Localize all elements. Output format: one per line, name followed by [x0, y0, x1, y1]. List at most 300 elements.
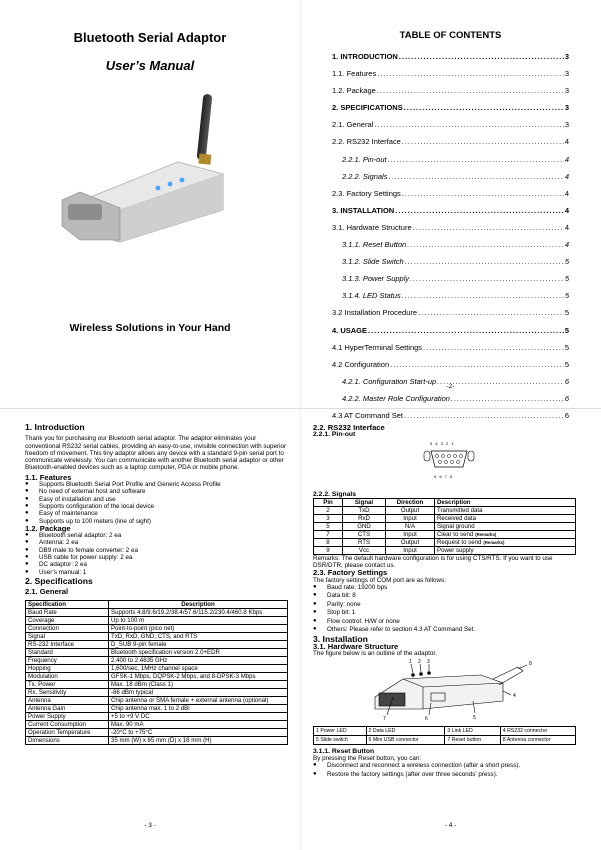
legend-cell: 3 Link LED — [445, 726, 500, 735]
features-list — [25, 481, 288, 525]
bullet-icon: ● — [25, 502, 29, 509]
toc-entry-label: 4.2.2. Master Role Configuration — [342, 393, 450, 403]
toc-entry-label: 1.2. Package — [332, 86, 376, 96]
remarks-text: Remarks: The default hardware configuration is for using CTS/RTS. If you want to use DSR/DTR, please contact us. — [313, 554, 553, 570]
figure-callout-number: 2 — [418, 659, 421, 666]
feature-item — [25, 488, 288, 495]
toc-entry[interactable] — [332, 86, 569, 103]
toc-entry-page: 3 — [564, 69, 569, 79]
toc-entry-page: 5 — [564, 308, 569, 318]
spec-desc-cell: 2.400 to 2.4835 GHz — [109, 656, 288, 664]
factory-item-text: Flow control: H/W or none — [327, 617, 400, 625]
signal-cell-text: RTS — [357, 538, 371, 546]
toc-entry[interactable] — [332, 206, 569, 223]
legend-cell: 6 Mini USB connector — [366, 735, 445, 744]
feature-item — [25, 510, 288, 517]
signal-cell-text: 2 — [326, 506, 330, 514]
page-3 — [25, 424, 288, 745]
toc-entry-label: 1. INTRODUCTION — [332, 52, 398, 61]
bullet-icon: ● — [313, 584, 317, 591]
figure-callout-number: 7 — [383, 716, 386, 723]
factory-intro: The factory settings of COM port are as follows: — [313, 576, 446, 584]
signal-cell-text: CTS — [357, 530, 371, 538]
signal-cell — [386, 522, 435, 530]
signal-cell — [343, 506, 386, 514]
toc-leader-dots — [404, 411, 564, 420]
package-item-text: USB cable for power supply: 2 ea — [39, 554, 133, 562]
subsubsection-heading: 2.2.2. Signals — [313, 490, 357, 498]
toc-leader-dots — [413, 223, 564, 232]
figure-callout-number: 8 — [529, 661, 532, 668]
toc-leader-dots — [451, 394, 564, 403]
table-row — [26, 720, 288, 728]
toc-entry-label: 4.1 HyperTerminal Settings — [332, 342, 423, 352]
toc-entry-label: 3.1.3. Power Supply — [342, 274, 410, 284]
signal-cell-text: Power supply — [437, 546, 474, 554]
spec-table — [25, 600, 288, 745]
toc-leader-dots — [399, 52, 564, 61]
reset-item — [313, 771, 576, 779]
signal-cell-text: Vcc — [358, 546, 370, 554]
bullet-icon: ● — [313, 617, 317, 624]
remarks-tag: (Remarks) — [483, 539, 505, 545]
pin-numbers-bottom: 9 8 7 6 — [434, 473, 454, 479]
subsection-heading: 2.3. Factory Settings — [313, 568, 388, 578]
legend-cell: 4 RS232 connector — [500, 726, 575, 735]
signal-cell — [386, 530, 435, 538]
signal-cell-text: TxD — [358, 506, 370, 514]
bullet-icon: ● — [313, 609, 317, 616]
toc-leader-dots — [402, 137, 564, 146]
toc-leader-dots — [423, 343, 564, 352]
bullet-icon: ● — [25, 517, 29, 524]
signal-cell-text: 9 — [326, 546, 330, 554]
toc-leader-dots — [374, 120, 564, 129]
signal-cell — [435, 546, 576, 554]
legend-cell: 5 Slide switch — [314, 735, 367, 744]
toc-entry-page: 3 — [564, 103, 569, 113]
bullet-icon: ● — [313, 626, 317, 633]
signal-cell-text: Input — [403, 530, 417, 538]
table-row — [26, 688, 288, 696]
page-number: - 4 - — [444, 822, 457, 829]
package-item-text: DB9 male to female converter: 2 ea — [39, 546, 139, 554]
page-number: - 3 - — [144, 822, 156, 829]
table-row — [314, 506, 576, 514]
toc-entry-label: 2.2.2. Signals — [342, 171, 388, 181]
table-row — [26, 608, 288, 616]
subsection-heading: 1.1. Features — [25, 472, 72, 482]
table-row — [26, 696, 288, 704]
signal-cell — [314, 522, 343, 530]
subsubsection-heading: 2.2.1. Pin-out — [313, 431, 356, 439]
toc-entry-label: 4.2 Configuration — [332, 359, 390, 369]
package-item — [25, 547, 288, 554]
figure-callout-number: 4 — [513, 693, 516, 700]
toc-entry-page: 4 — [564, 137, 569, 147]
spec-desc-cell: Bluetooth specification version 2.0+EDR — [109, 648, 288, 656]
signal-cell — [314, 514, 343, 522]
bullet-icon: ● — [313, 592, 317, 599]
package-item-text: Antenna: 2 ea — [39, 539, 79, 547]
table-row — [26, 680, 288, 688]
figure-legend-table — [313, 726, 576, 745]
spec-name-cell: Antenna Gain — [26, 704, 109, 712]
toc-entry-page: 5 — [564, 359, 569, 369]
table-row — [26, 624, 288, 632]
table-row — [26, 736, 288, 744]
figure-callout-number: 3 — [427, 659, 430, 666]
bullet-icon: ● — [25, 510, 29, 517]
feature-item-text: No need of external host and software — [39, 488, 146, 496]
toc-title: TABLE OF CONTENTS — [399, 30, 502, 41]
pin-numbers-top: 5 4 3 2 1 — [430, 440, 455, 446]
signal-col-header: Signal — [343, 498, 386, 506]
bullet-icon: ● — [313, 600, 317, 607]
package-item — [25, 569, 288, 576]
spec-desc-cell: D_SUB 9-pin female — [109, 640, 288, 648]
spec-desc-cell: Chip antenna max. 1 to 2 dBi — [109, 704, 288, 712]
signal-cell — [435, 538, 576, 546]
signal-cell-text: Output — [400, 506, 420, 514]
package-item-text: DC adaptor: 2 ea — [39, 561, 87, 569]
adaptor-product-photo — [58, 92, 243, 252]
signal-cell-text: 7 — [326, 530, 330, 538]
toc-entry-page: 5 — [564, 257, 569, 267]
toc-entry[interactable] — [332, 189, 569, 206]
toc-entry[interactable] — [332, 240, 569, 257]
bullet-icon: ● — [313, 770, 317, 777]
toc-entry[interactable] — [332, 291, 569, 308]
signal-cell — [343, 546, 386, 554]
table-row — [26, 632, 288, 640]
signal-cell-text: 8 — [326, 538, 330, 546]
spec-desc-cell: -86 dBm typical — [109, 688, 288, 696]
subsection-heading: 1.2. Package — [25, 523, 71, 533]
signal-cell-text: GND — [357, 522, 371, 530]
signal-cell — [314, 546, 343, 554]
toc-leader-dots — [404, 103, 564, 112]
toc-entry[interactable] — [332, 394, 569, 411]
reset-item-text: Restore the factory settings (after over three seconds’ press). — [327, 770, 498, 778]
signal-cell — [386, 546, 435, 554]
spec-desc-cell: +5 to +9 V DC — [109, 712, 288, 720]
section-heading: 3. Installation — [313, 633, 368, 644]
spec-desc-cell: 1,600/sec, 1MHz channel space — [109, 664, 288, 672]
toc-entry-page: 6 — [564, 410, 569, 420]
spec-name-cell: Power Supply — [26, 712, 109, 720]
table-row — [26, 656, 288, 664]
spec-name-cell: Dimensions — [26, 736, 109, 744]
factory-item — [313, 609, 576, 617]
signal-cell-text: Received data — [437, 514, 476, 522]
spec-name-cell: RS-232 Interface — [26, 640, 109, 648]
signal-cell — [386, 514, 435, 522]
reset-text: By pressing the Reset button, you can: — [313, 755, 422, 762]
toc-entry[interactable] — [332, 120, 569, 137]
spec-desc-cell: GFSK-1 Mbps, DQPSK-2 Mbps, and 8-DPSK-3 Mbps — [109, 672, 288, 680]
signal-cell-text: Request to send — [437, 538, 482, 546]
signal-cell-text: Input — [403, 514, 417, 522]
toc-entry-page: 6 — [564, 376, 569, 386]
spec-name-cell: Hopping — [26, 664, 109, 672]
table-row — [314, 514, 576, 522]
signal-cell-text: Signal ground — [437, 522, 475, 530]
table-row — [26, 672, 288, 680]
factory-item-text: Stop bit: 1 — [327, 609, 356, 617]
toc-entry-page: 4 — [564, 171, 569, 181]
toc-entry-page: 4 — [564, 222, 569, 232]
signal-cell-text: 5 — [326, 522, 330, 530]
toc-entry-label: 4. USAGE — [332, 325, 368, 335]
feature-item-text: Supports configuration of the local device — [39, 502, 155, 510]
spec-name-cell: Connection — [26, 624, 109, 632]
bullet-icon: ● — [25, 546, 29, 553]
signal-cell-text: Clear to send — [437, 530, 474, 538]
description-col-header: Description — [435, 498, 576, 506]
db9-connector-icon — [423, 447, 475, 473]
toc-leader-dots — [418, 308, 564, 317]
table-row — [26, 648, 288, 656]
bullet-icon: ● — [313, 762, 317, 769]
spec-name-cell: Coverage — [26, 616, 109, 624]
toc-entry-page: 4 — [564, 154, 569, 164]
factory-item-text: Others: Please refer to section 4.3 AT Command Set. — [327, 626, 476, 634]
signal-cell-text: Transmitted data — [437, 506, 483, 514]
section-heading: 2. Specifications — [25, 575, 93, 586]
reset-item — [313, 762, 576, 770]
feature-item — [25, 503, 288, 510]
toc-entry-page: 4 — [564, 188, 569, 198]
adaptor-outline-figure — [313, 657, 576, 723]
factory-item — [313, 592, 576, 600]
spec-col-header: Specification — [26, 600, 109, 608]
bullet-icon: ● — [25, 495, 29, 502]
table-row — [26, 616, 288, 624]
signal-cell — [435, 514, 576, 522]
toc-leader-dots — [388, 155, 564, 164]
intro-paragraph: Thank you for purchasing our Bluetooth serial adaptor. The adaptor eliminates your conventional RS232 serial cables, providing an easy-to-use, invisible connection with superior freedom of movement. This tiny adaptor allows any device with a standard 9-pin serial port to communicate wirelessly. You can communicate with another Bluetooth serial adaptor or other Bluetooth-enabled devices such as a laptop computer, PDA or mobile phone. — [25, 435, 287, 472]
signal-cell-text: N/A — [404, 522, 416, 530]
toc-leader-dots — [410, 274, 564, 283]
factory-item-text: Parity: none — [327, 600, 361, 608]
bullet-icon: ● — [25, 568, 29, 575]
package-item — [25, 532, 288, 539]
table-row — [314, 530, 576, 538]
cover-title: Bluetooth Serial Adaptor — [73, 30, 227, 45]
spec-name-cell: Baud Rate — [26, 608, 109, 616]
toc-entry-label: 4.2.1. Configuration Start-up — [342, 376, 437, 386]
spec-desc-cell: -20°C to +75°C — [109, 728, 288, 736]
signal-cell — [314, 538, 343, 546]
cover-tagline: Wireless Solutions in Your Hand — [69, 322, 231, 334]
toc-entry-page: 5 — [564, 325, 569, 335]
subsection-heading: 3.1. Hardware Structure — [313, 641, 399, 651]
spec-name-cell: Current Consumption — [26, 720, 109, 728]
signal-cell-text: RxD — [358, 514, 370, 522]
feature-item-text: Supports Bluetooth Serial Port Profile and Generic Access Profile — [39, 481, 221, 489]
toc-entry-page: 5 — [564, 274, 569, 284]
table-row — [314, 735, 576, 744]
toc-entry-page: 5 — [564, 291, 569, 301]
toc-leader-dots — [407, 240, 564, 249]
signal-cell — [435, 506, 576, 514]
feature-item — [25, 496, 288, 503]
toc-entry-label: 2. SPECIFICATIONS — [332, 103, 403, 113]
spec-name-cell: Antenna — [26, 696, 109, 704]
toc-leader-dots — [388, 172, 563, 181]
toc-list — [332, 52, 569, 428]
signals-table — [313, 498, 576, 555]
toc-entry[interactable] — [332, 326, 569, 343]
toc-entry-page: 3 — [564, 120, 569, 130]
feature-item-text: Easy of maintenance — [39, 510, 98, 518]
toc-entry[interactable] — [332, 52, 569, 69]
spec-desc-cell: Up to 100 m — [109, 616, 288, 624]
figure-callout-number: 6 — [425, 716, 428, 723]
toc-entry[interactable] — [332, 172, 569, 189]
toc-entry-label: 2.2. RS232 Interface — [332, 137, 401, 147]
toc-entry-label: 2.3. Factory Settings — [332, 188, 401, 198]
factory-item-text: Data bit: 8 — [327, 592, 356, 600]
package-item — [25, 561, 288, 568]
factory-item — [313, 584, 576, 592]
legend-cell: 7 Reset button — [445, 735, 500, 744]
hw-text: The figure below is an outline of the adaptor. — [313, 650, 437, 658]
toc-leader-dots — [377, 86, 564, 95]
toc-leader-dots — [390, 360, 564, 369]
package-list — [25, 532, 288, 576]
toc-leader-dots — [405, 257, 564, 266]
toc-entry[interactable] — [332, 274, 569, 291]
spec-name-cell: Signal — [26, 632, 109, 640]
table-row — [26, 640, 288, 648]
package-item — [25, 539, 288, 546]
toc-entry[interactable] — [332, 343, 569, 360]
toc-entry-label: 3.1.1. Reset Button — [342, 240, 407, 250]
signal-cell — [343, 538, 386, 546]
signal-cell — [435, 530, 576, 538]
toc-entry[interactable] — [332, 223, 569, 240]
legend-cell: 8 Antenna connector — [500, 735, 575, 744]
subsubsection-heading: 3.1.1. Reset Button — [313, 747, 375, 755]
toc-entry-label: 3. INSTALLATION — [332, 205, 395, 215]
bullet-icon: ● — [25, 539, 29, 546]
reset-list — [313, 762, 576, 779]
table-row — [314, 522, 576, 530]
direction-col-header: Direction — [386, 498, 435, 506]
spec-name-cell: Standard — [26, 648, 109, 656]
toc-entry[interactable] — [332, 155, 569, 172]
table-row — [26, 664, 288, 672]
factory-item — [313, 601, 576, 609]
signal-cell — [386, 506, 435, 514]
bullet-icon: ● — [25, 481, 29, 488]
pin-col-header: Pin — [314, 498, 343, 506]
bullet-icon: ● — [25, 554, 29, 561]
package-item — [25, 554, 288, 561]
cover-subtitle: User’s Manual — [105, 58, 195, 73]
toc-entry[interactable] — [332, 137, 569, 154]
spec-desc-cell: Max. 90 mA — [109, 720, 288, 728]
feature-item-text: Easy of installation and use — [39, 495, 116, 503]
toc-entry-label: 2.2.1. Pin-out — [342, 154, 387, 164]
toc-entry-page: 5 — [564, 342, 569, 352]
package-item-text: User’s manual: 1 — [39, 568, 87, 576]
signal-cell-text: Output — [400, 538, 420, 546]
signal-cell — [343, 530, 386, 538]
page-4 — [313, 424, 576, 779]
toc-entry[interactable] — [332, 257, 569, 274]
table-row — [314, 538, 576, 546]
toc-entry[interactable] — [332, 69, 569, 86]
toc-entry-page: 6 — [564, 393, 569, 403]
toc-entry-label: 3.1.2. Slide Switch — [342, 257, 404, 267]
toc-leader-dots — [395, 206, 564, 215]
page-number: -2- — [446, 383, 455, 390]
toc-entry-label: 1.1. Features — [332, 69, 377, 79]
factory-list — [313, 584, 576, 634]
bullet-icon: ● — [25, 488, 29, 495]
signal-cell — [314, 530, 343, 538]
subsection-heading: 2.1. General — [25, 587, 69, 597]
table-row — [26, 704, 288, 712]
feature-item-text: Supports up to 100 meters (line of sight) — [39, 517, 152, 525]
signal-cell-text: 3 — [326, 514, 330, 522]
spec-desc-cell: Supports 4.8/9.6/19.2/38.4/57.6/115.2/230.4/460.8 Kbps — [109, 608, 288, 616]
toc-entry-label: 3.1.4. LED Status — [342, 291, 401, 301]
bullet-icon: ● — [25, 532, 29, 539]
remarks-tag: (Remarks) — [475, 531, 497, 537]
spec-desc-cell: Point-to-point (pico net) — [109, 624, 288, 632]
toc-leader-dots — [368, 326, 564, 335]
toc-entry[interactable] — [332, 308, 569, 325]
spec-name-cell: Rx. Sensitivity — [26, 688, 109, 696]
db9-pinout-figure — [313, 439, 576, 485]
figure-callout-number: 5 — [473, 715, 476, 722]
bullet-icon: ● — [25, 561, 29, 568]
toc-entry-page: 3 — [564, 86, 569, 96]
toc-leader-dots — [377, 69, 564, 78]
table-row — [26, 728, 288, 736]
toc-entry-label: 2.1. General — [332, 120, 374, 130]
package-item-text: Bluetooth serial adaptor: 2 ea — [39, 532, 122, 540]
spec-desc-cell: Chip antenna or SMA female + external antenna (optional) — [109, 696, 288, 704]
signal-cell — [343, 514, 386, 522]
toc-entry-label: 4.3 AT Command Set — [332, 410, 404, 420]
toc-entry[interactable] — [332, 103, 569, 120]
toc-entry[interactable] — [332, 360, 569, 377]
spec-name-cell: Operation Temperature — [26, 728, 109, 736]
subsection-heading: 2.2. RS232 Interface — [313, 423, 385, 432]
signal-cell — [386, 538, 435, 546]
spec-desc-cell: Max. 18 dBm (Class 1) — [109, 680, 288, 688]
spec-desc-cell: 35 mm (W) x 65 mm (D) x 16 mm (H) — [109, 736, 288, 744]
spec-desc-cell: TxD, RxD, GND, CTS, and RTS — [109, 632, 288, 640]
table-row — [26, 712, 288, 720]
table-row — [314, 546, 576, 554]
toc-leader-dots — [402, 189, 564, 198]
table-row — [314, 726, 576, 735]
toc-entry-page: 3 — [564, 52, 569, 61]
desc-col-header: Description — [109, 600, 288, 608]
spec-name-cell: Frequency — [26, 656, 109, 664]
legend-cell: 2 Data LED — [366, 726, 445, 735]
legend-cell: 1 Power LED — [314, 726, 367, 735]
factory-item-text: Baud rate: 19200 bps — [327, 584, 388, 592]
feature-item — [25, 481, 288, 488]
spec-name-cell: Modulation — [26, 672, 109, 680]
